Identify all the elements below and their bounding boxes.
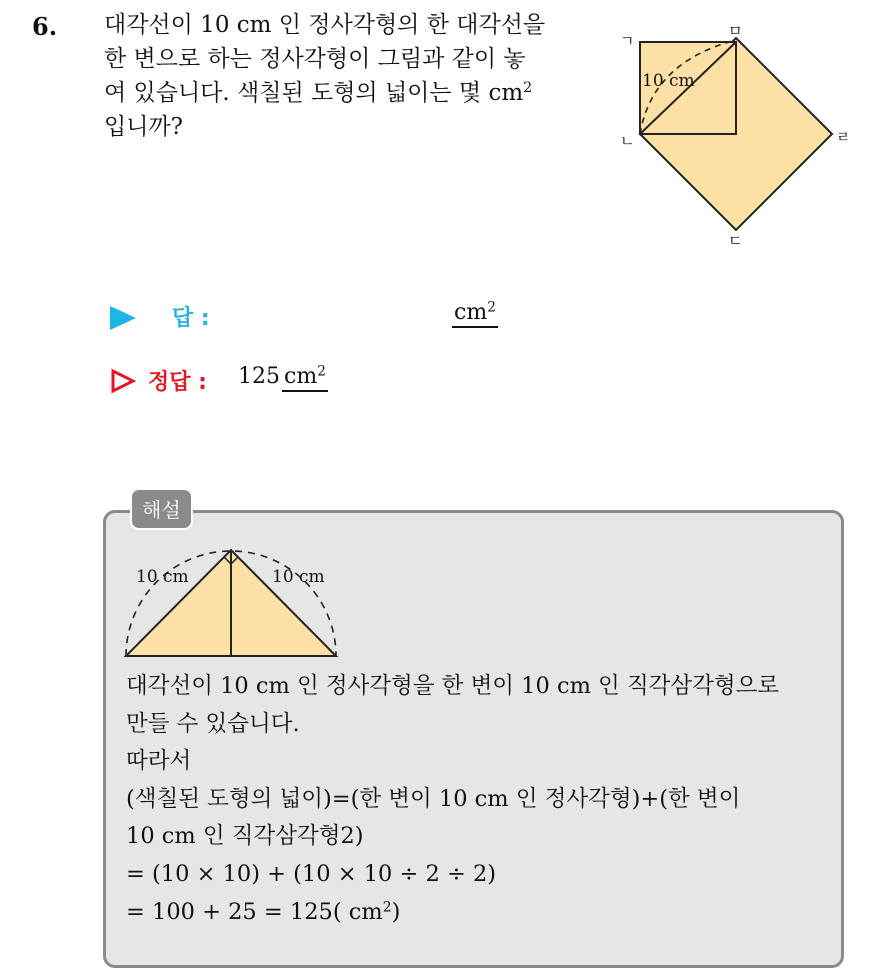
explanation-line-6: = (10 × 10) + (10 × 10 ÷ 2 ÷ 2) xyxy=(126,860,497,887)
question-unit-exponent: 2 xyxy=(523,80,533,97)
solution-unit-exponent: 2 xyxy=(317,363,326,380)
explanation-line-5: 10 cm 인 직각삼각형2) xyxy=(126,823,364,850)
question-text xyxy=(104,8,594,144)
answer-row xyxy=(110,298,530,338)
explanation-figure xyxy=(118,540,348,660)
explanation-line-4: (색칠된 도형의 넓이)=(한 변이 10 cm 인 정사각형)+(한 변이 xyxy=(126,785,741,812)
explanation-unit-exponent: 2 xyxy=(382,898,392,915)
play-triangle-icon xyxy=(110,306,136,330)
left-side-label: 10 cm xyxy=(136,567,189,587)
question-number: 6. xyxy=(32,12,58,41)
answer-unit: cm xyxy=(454,300,488,325)
question-line-3 xyxy=(104,76,594,110)
question-line-2: 한 변으로 하는 정사각형이 그림과 같이 놓 xyxy=(104,46,526,72)
solution-value: 125 xyxy=(238,364,280,389)
explanation-line-7-text: = 100 + 25 = 125( cm xyxy=(126,898,383,925)
vertex-label-giyeok: ㄱ xyxy=(620,32,635,50)
question-figure xyxy=(612,22,857,247)
answer-unit-exponent: 2 xyxy=(487,299,496,316)
explanation-line-7-close: ) xyxy=(391,898,401,925)
explanation-line-1: 대각선이 10 cm 인 정사각형을 한 변이 10 cm 인 직각삼각형으로 xyxy=(126,673,780,699)
solution-unit-wrap xyxy=(282,364,328,392)
answer-unit-blank[interactable] xyxy=(452,300,498,328)
right-side-label: 10 cm xyxy=(272,567,325,587)
question-line-4: 입니까? xyxy=(104,114,183,140)
vertex-label-mieum: ㅁ xyxy=(728,22,743,40)
vertex-label-nieun: ㄴ xyxy=(620,132,635,150)
explanation-text xyxy=(126,668,836,931)
solution-label: 정답 : xyxy=(148,370,207,395)
solution-unit: cm xyxy=(284,364,318,389)
answer-label: 답 : xyxy=(172,306,210,331)
explanation-line-7 xyxy=(126,894,836,932)
question-line-3-text: 여 있습니다. 색칠된 도형의 넓이는 몇 cm xyxy=(104,80,524,106)
explanation-line-2: 만들 수 있습니다. xyxy=(126,710,300,737)
question-line-1: 대각선이 10 cm 인 정사각형의 한 대각선을 xyxy=(104,12,546,38)
vertex-label-rieul: ㄹ xyxy=(836,128,851,146)
side-length-label: 10 cm xyxy=(642,71,695,91)
vertex-label-digeut: ㄷ xyxy=(728,232,743,247)
solution-row xyxy=(110,362,510,402)
solution-answer xyxy=(238,364,328,389)
explanation-tag: 해설 xyxy=(130,488,193,530)
outline-triangle-icon xyxy=(110,368,136,394)
explanation-line-3: 따라서 xyxy=(126,748,192,775)
